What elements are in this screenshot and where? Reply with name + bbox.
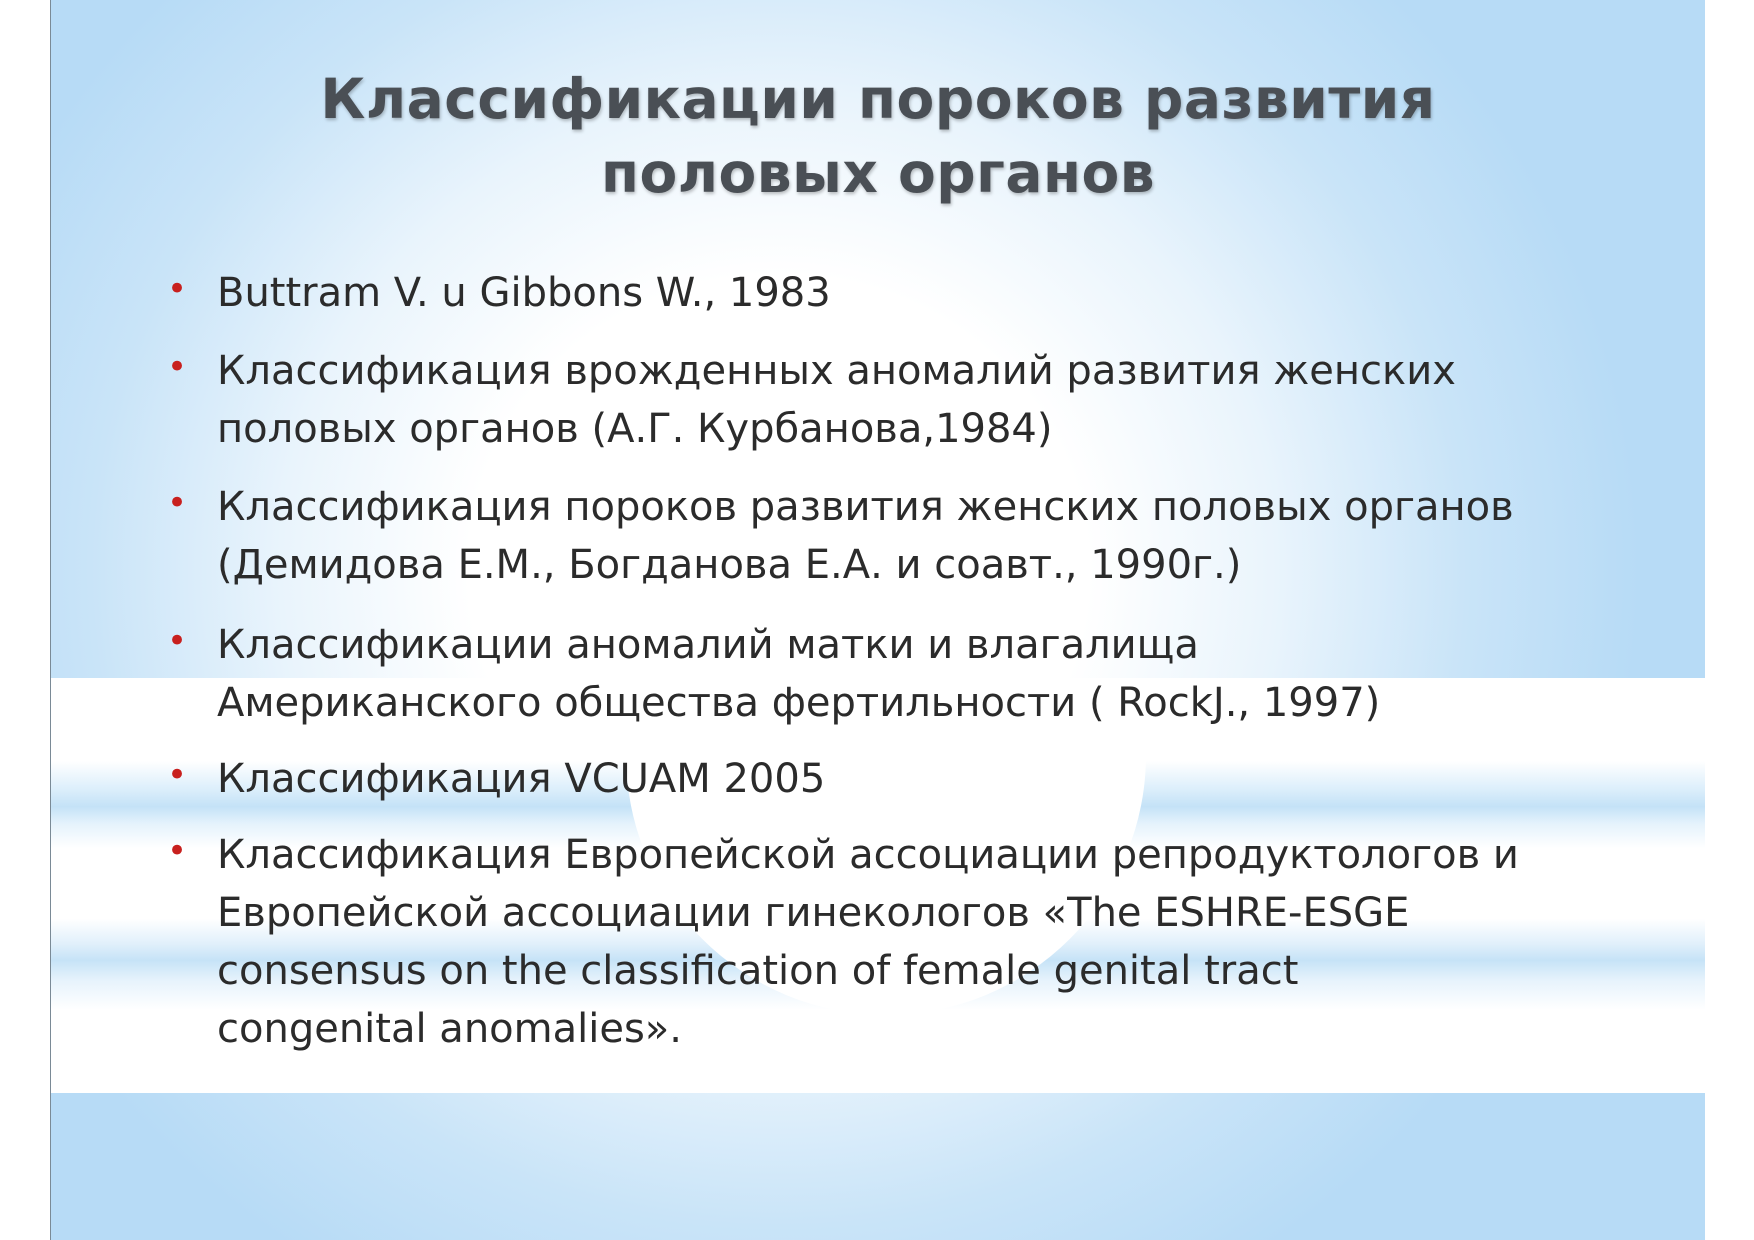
- list-item: [167, 826, 1697, 1058]
- list-item: [167, 478, 1697, 594]
- list-item: [167, 342, 1697, 458]
- list-item-text: Классификация VCUAM 2005: [217, 756, 826, 802]
- list-item-text: Buttram V. u Gibbons W., 1983: [217, 270, 831, 316]
- bullet-icon: •: [167, 483, 188, 523]
- slide-title-line-2: половых органов: [600, 141, 1156, 205]
- bullet-icon: •: [167, 269, 188, 309]
- list-item: [167, 750, 1697, 808]
- slide: [50, 0, 1705, 1240]
- list-item-text: Классификация Европейской ассоциации репродуктологов и Европейской ассоциации гинекологов «The ESHRE-ESGE consensus on the classification of female genital tract congenital anomalies».: [217, 832, 1519, 1052]
- slide-title-line-1: Классификации пороков развития: [320, 67, 1436, 131]
- bullet-icon: •: [167, 755, 188, 795]
- list-item: [167, 616, 1697, 732]
- list-item: [167, 264, 1697, 322]
- slide-title: [51, 62, 1705, 210]
- list-item-text: Классификация врожденных аномалий развития женских половых органов (А.Г. Курбанова,1984): [217, 348, 1456, 452]
- list-item-text: Классификации аномалий матки и влагалища Американского общества фертильности ( RockJ., 1997): [217, 622, 1381, 726]
- bullet-icon: •: [167, 347, 188, 387]
- bullet-icon: •: [167, 621, 188, 661]
- list-item-text: Классификация пороков развития женских половых органов (Демидова Е.М., Богданова Е.А. и соавт., 1990г.): [217, 484, 1514, 588]
- bullet-icon: •: [167, 831, 188, 871]
